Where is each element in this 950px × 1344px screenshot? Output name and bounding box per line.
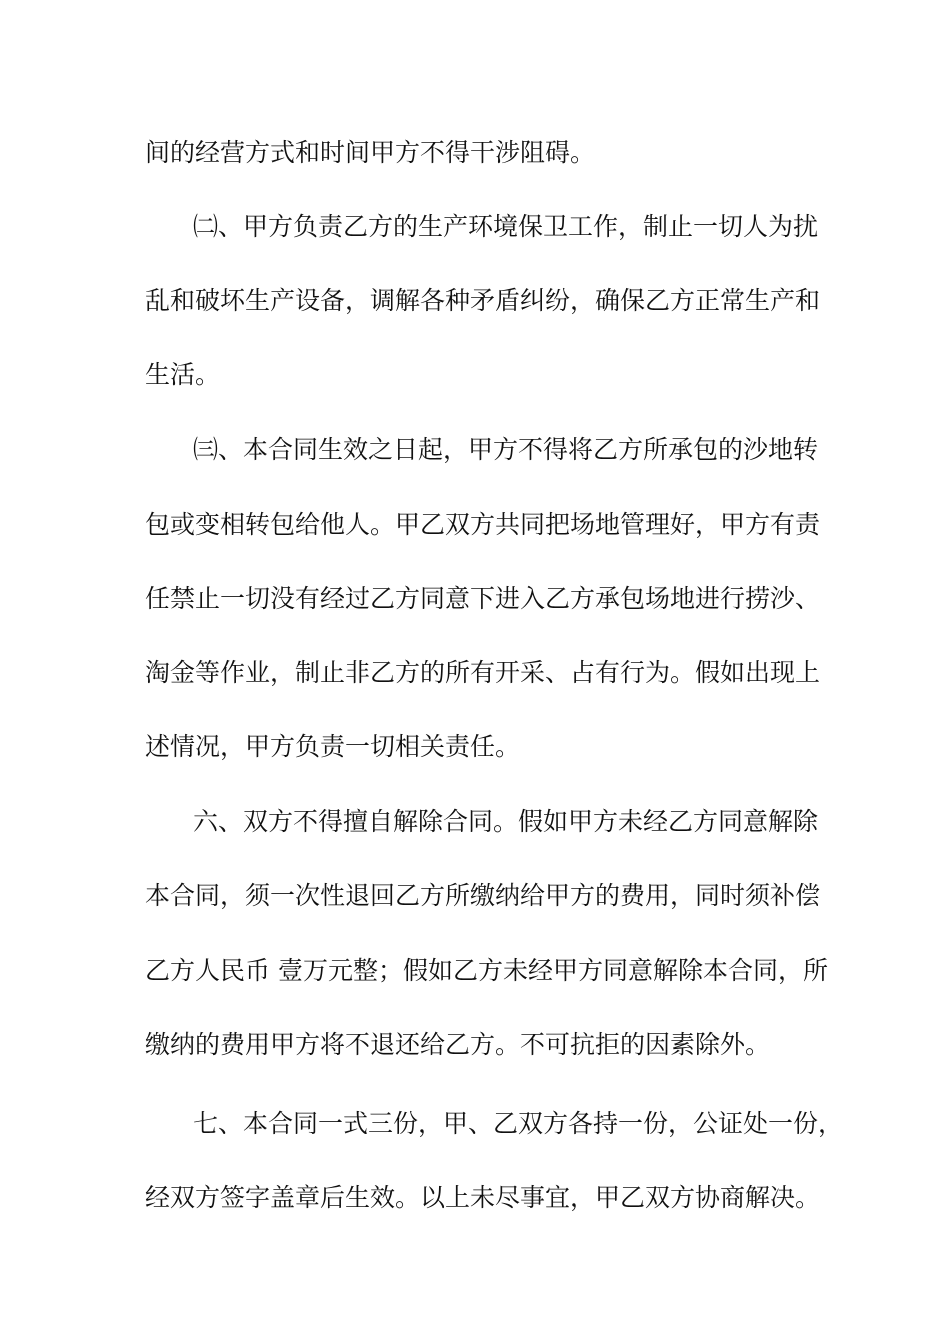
paragraph-line: 间的经营方式和时间甲方不得干涉阻碍。 [145,138,596,167]
paragraph-line: 述情况，甲方负责一切相关责任。 [145,732,521,761]
paragraph-line: ㈢、本合同生效之日起，甲方不得将乙方所承包的沙地转 [193,435,819,464]
paragraph-line: 淘金等作业，制止非乙方的所有开采、占有行为。假如出现上 [145,658,821,687]
paragraph-line: 乙方人民币 壹万元整；假如乙方未经甲方同意解除本合同，所 [145,956,828,985]
paragraph-line: 七、本合同一式三份，甲、乙双方各持一份，公证处一份， [193,1109,844,1138]
paragraph-line: 本合同，须一次性退回乙方所缴纳给甲方的费用，同时须补偿 [145,881,821,910]
paragraph-line: 缴纳的费用甲方将不退还给乙方。不可抗拒的因素除外。 [145,1030,771,1059]
paragraph-line: 乱和破坏生产设备，调解各种矛盾纠纷，确保乙方正常生产和 [145,286,821,315]
paragraph-line: 包或变相转包给他人。甲乙双方共同把场地管理好，甲方有责 [145,510,821,539]
paragraph-line: ㈡、甲方负责乙方的生产环境保卫工作，制止一切人为扰 [193,212,819,241]
paragraph-line: 六、双方不得擅自解除合同。假如甲方未经乙方同意解除 [193,807,819,836]
paragraph-line: 经双方签字盖章后生效。以上未尽事宜，甲乙双方协商解决。 [145,1183,821,1212]
paragraph-line: 任禁止一切没有经过乙方同意下进入乙方承包场地进行捞沙、 [145,584,821,613]
paragraph-line: 生活。 [145,360,221,389]
